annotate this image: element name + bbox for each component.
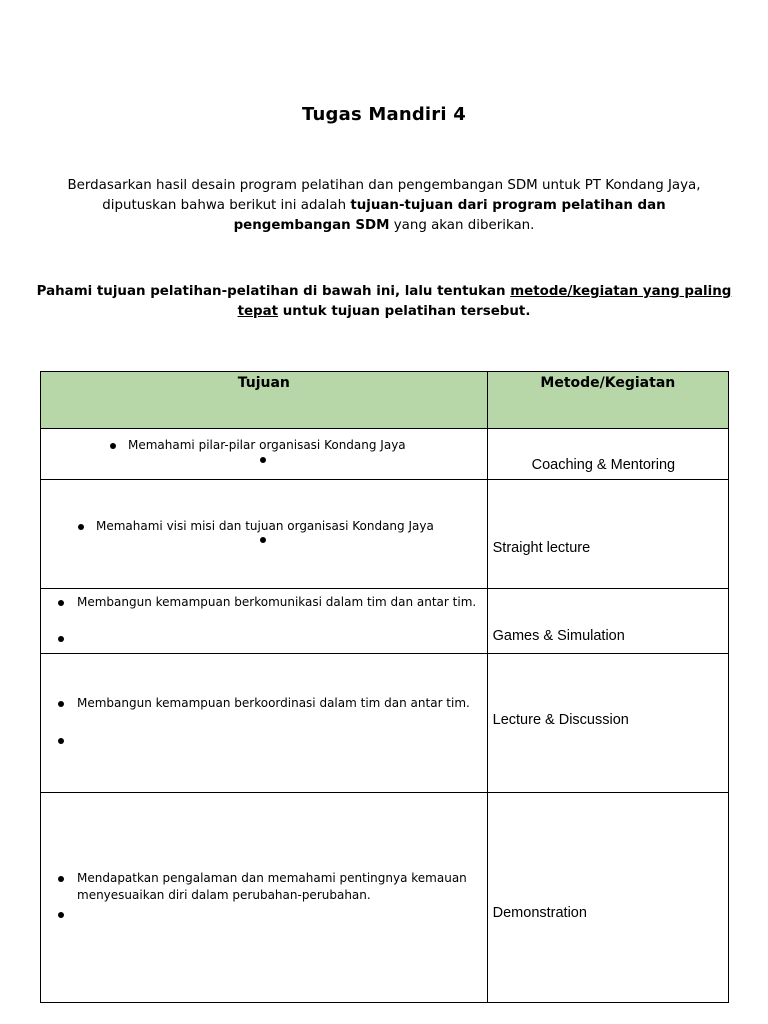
- bullet-icon: [58, 600, 64, 606]
- header-metode: Metode/Kegiatan: [487, 372, 728, 429]
- goal-text: Membangun kemampuan berkoordinasi dalam tim dan antar tim.: [77, 696, 470, 710]
- instruction-text-end: untuk tujuan pelatihan tersebut.: [278, 304, 531, 319]
- goal-cell: [41, 480, 488, 589]
- table-row: [41, 793, 729, 1003]
- method-text: Straight lecture: [492, 540, 591, 556]
- table-row: [41, 429, 729, 480]
- empty-bullet-icon: [58, 738, 64, 744]
- bullet-icon: [78, 524, 84, 530]
- goal-text: Mendapatkan pengalaman dan memahami pentingnya kemauan menyesuaikan diri dalam perubahan-perubahan.: [77, 871, 467, 902]
- method-text: Coaching & Mentoring: [531, 457, 676, 473]
- intro-bold-text: tujuan-tujuan dari program pelatihan dan pengembangan SDM: [233, 198, 666, 233]
- empty-bullet-icon: [58, 636, 64, 642]
- intro-paragraph: [60, 176, 708, 236]
- method-text: Demonstration: [492, 905, 587, 921]
- goal-text: Memahami pilar-pilar organisasi Kondang Jaya: [128, 438, 406, 452]
- goal-bullet: [58, 870, 478, 904]
- goal-bullet: [78, 518, 434, 535]
- method-cell: [487, 589, 728, 654]
- empty-bullet-icon: [260, 457, 266, 463]
- method-text: Games & Simulation: [492, 628, 625, 644]
- empty-bullet-icon: [58, 912, 64, 918]
- intro-text-end: yang akan diberikan.: [389, 218, 535, 233]
- goal-cell: [41, 654, 488, 793]
- intro-text: Berdasarkan hasil desain program pelatihan dan pengembangan SDM untuk PT Kondang Jaya, diputuskan bahwa berikut ini adalah: [67, 178, 701, 213]
- method-cell: [487, 793, 728, 1003]
- goal-bullet: [58, 695, 478, 712]
- bullet-icon: [58, 701, 64, 707]
- goal-cell: [41, 429, 488, 480]
- goal-bullet: [58, 594, 478, 611]
- instruction-paragraph: [30, 282, 738, 322]
- goal-cell: [41, 793, 488, 1003]
- table-row: [41, 654, 729, 793]
- method-text: Lecture & Discussion: [492, 712, 629, 728]
- table-header-row: [41, 372, 729, 429]
- bullet-icon: [110, 443, 116, 449]
- table-row: [41, 589, 729, 654]
- instruction-underlined-text: metode/kegiatan yang paling tepat: [237, 284, 732, 319]
- document-title: Tugas Mandiri 4: [302, 104, 466, 125]
- goal-text: Memahami visi misi dan tujuan organisasi Kondang Jaya: [96, 519, 434, 533]
- goals-methods-table: [40, 371, 729, 1003]
- table-row: [41, 480, 729, 589]
- method-cell: [487, 480, 728, 589]
- header-tujuan: Tujuan: [41, 372, 488, 429]
- goal-text: Membangun kemampuan berkomunikasi dalam tim dan antar tim.: [77, 595, 477, 609]
- instruction-text: Pahami tujuan pelatihan-pelatihan di bawah ini, lalu tentukan: [36, 284, 511, 299]
- method-cell: [487, 429, 728, 480]
- bullet-icon: [58, 876, 64, 882]
- goal-cell: [41, 589, 488, 654]
- empty-bullet-icon: [260, 537, 266, 543]
- goal-bullet: [110, 437, 406, 454]
- method-cell: [487, 654, 728, 793]
